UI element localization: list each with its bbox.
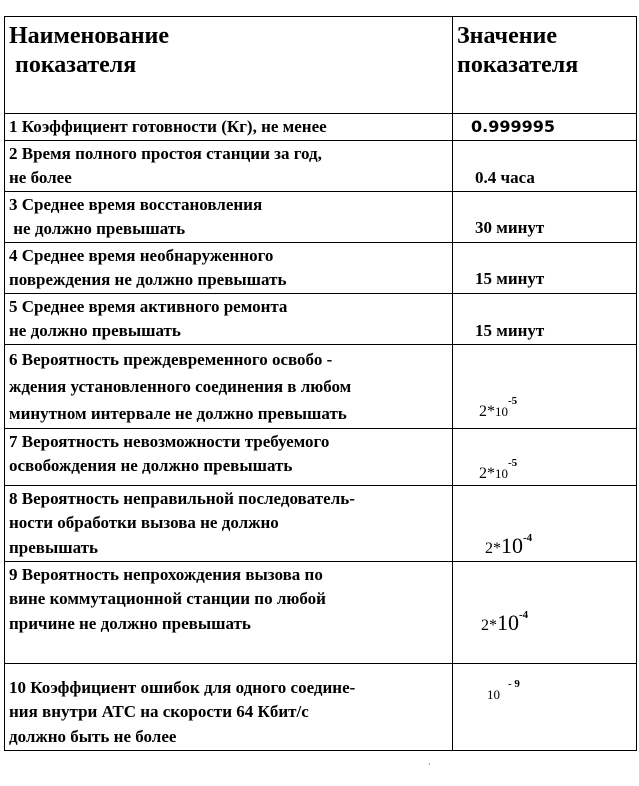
value-base: 2* <box>479 464 495 482</box>
row-value-cell <box>453 191 637 242</box>
value-exponent: -5 <box>508 394 518 407</box>
value-ten: 10 <box>487 686 500 702</box>
row-name-line: 3 Среднее время восстановления <box>9 194 263 214</box>
row-value-cell <box>453 663 637 750</box>
row-value-cell <box>453 428 637 485</box>
row-value <box>487 678 520 704</box>
row-name-line: 1 Коэффициент готовности (Кг), не менее <box>9 117 327 136</box>
row-value-cell <box>453 561 637 663</box>
row-value <box>479 395 517 421</box>
row-name-line: ждения установленного соединения в любом <box>9 376 352 396</box>
row-name-cell <box>5 242 453 293</box>
value-exponent: -5 <box>508 456 518 469</box>
speck-mark: · <box>428 760 431 769</box>
row-name-line: 10 Коэффициент ошибок для одного соедине- <box>9 677 356 697</box>
header-name-line: Наименование <box>9 23 169 49</box>
header-name-cell <box>5 17 453 114</box>
row-value <box>485 532 532 559</box>
table-row <box>5 114 637 141</box>
header-name-line: показателя <box>9 52 137 78</box>
row-name-cell <box>5 293 453 344</box>
row-name-line: повреждения не должно превышать <box>9 270 287 289</box>
row-value: 15 минут <box>475 320 545 340</box>
header-value-cell <box>453 17 637 114</box>
value-base: 2* <box>479 402 495 420</box>
table-row <box>5 242 637 293</box>
row-name-cell <box>5 191 453 242</box>
header-row <box>5 17 637 114</box>
value-ten: 10 <box>495 403 508 419</box>
row-name-line: минутном интервале не должно превышать <box>9 403 347 423</box>
value-ten: 10 <box>501 532 523 558</box>
row-name-line: 2 Время полного простоя станции за год, <box>9 143 322 163</box>
value-ten: 10 <box>495 465 508 481</box>
value-base: 2* <box>485 539 501 557</box>
table-row <box>5 191 637 242</box>
row-name-line: 8 Вероятность неправильной последователь- <box>9 488 355 508</box>
row-name-line: 4 Среднее время необнаруженного <box>9 245 274 265</box>
row-value <box>481 609 528 636</box>
value-ten: 10 <box>497 609 519 635</box>
row-name-cell <box>5 140 453 191</box>
row-name-cell <box>5 114 453 141</box>
row-value-cell <box>453 242 637 293</box>
row-name-line: причине не должно превышать <box>9 613 251 633</box>
row-value <box>479 457 517 483</box>
row-name-line: должно быть не более <box>9 726 177 746</box>
header-value-line: Значение <box>457 23 558 49</box>
table-row <box>5 663 637 750</box>
row-name-line: вине коммутационной станции по любой <box>9 589 326 608</box>
row-name-cell <box>5 485 453 561</box>
table-row <box>5 140 637 191</box>
value-base: 2* <box>481 616 497 634</box>
row-name-cell <box>5 344 453 428</box>
row-name-line: превышать <box>9 537 99 557</box>
row-name-line: не более <box>9 168 72 187</box>
row-name-line: 9 Вероятность непрохождения вызова по <box>9 564 323 584</box>
row-name-line: 6 Вероятность преждевременного освобо - <box>9 349 333 369</box>
row-name-line: не должно превышать <box>9 321 181 340</box>
row-name-line: ности обработки вызова не должно <box>9 513 279 532</box>
spec-table <box>4 16 637 751</box>
row-value: 30 минут <box>475 217 545 237</box>
value-exponent: -4 <box>523 531 533 544</box>
row-name-cell <box>5 561 453 663</box>
row-value-cell <box>453 114 637 141</box>
value-exponent: -4 <box>519 608 529 621</box>
row-value: 15 минут <box>475 268 545 288</box>
row-name-cell <box>5 663 453 750</box>
row-name-cell <box>5 428 453 485</box>
row-name-line: ния внутри АТС на скорости 64 Кбит/с <box>9 702 309 721</box>
row-name-line: не должно превышать <box>9 219 186 238</box>
row-value: 0.999995 <box>471 117 556 136</box>
table-row <box>5 561 637 663</box>
table-row <box>5 428 637 485</box>
row-name-line: 7 Вероятность невозможности требуемого <box>9 431 330 451</box>
row-value-cell <box>453 344 637 428</box>
row-value-cell <box>453 293 637 344</box>
value-exponent: - 9 <box>508 677 520 690</box>
table-row <box>5 293 637 344</box>
table-row <box>5 485 637 561</box>
row-value-cell <box>453 485 637 561</box>
row-name-line: освобождения не должно превышать <box>9 456 293 475</box>
table-row <box>5 344 637 428</box>
row-value-cell <box>453 140 637 191</box>
row-value: 0.4 часа <box>475 167 535 187</box>
row-name-line: 5 Среднее время активного ремонта <box>9 296 288 316</box>
header-value-line: показателя <box>457 52 579 78</box>
